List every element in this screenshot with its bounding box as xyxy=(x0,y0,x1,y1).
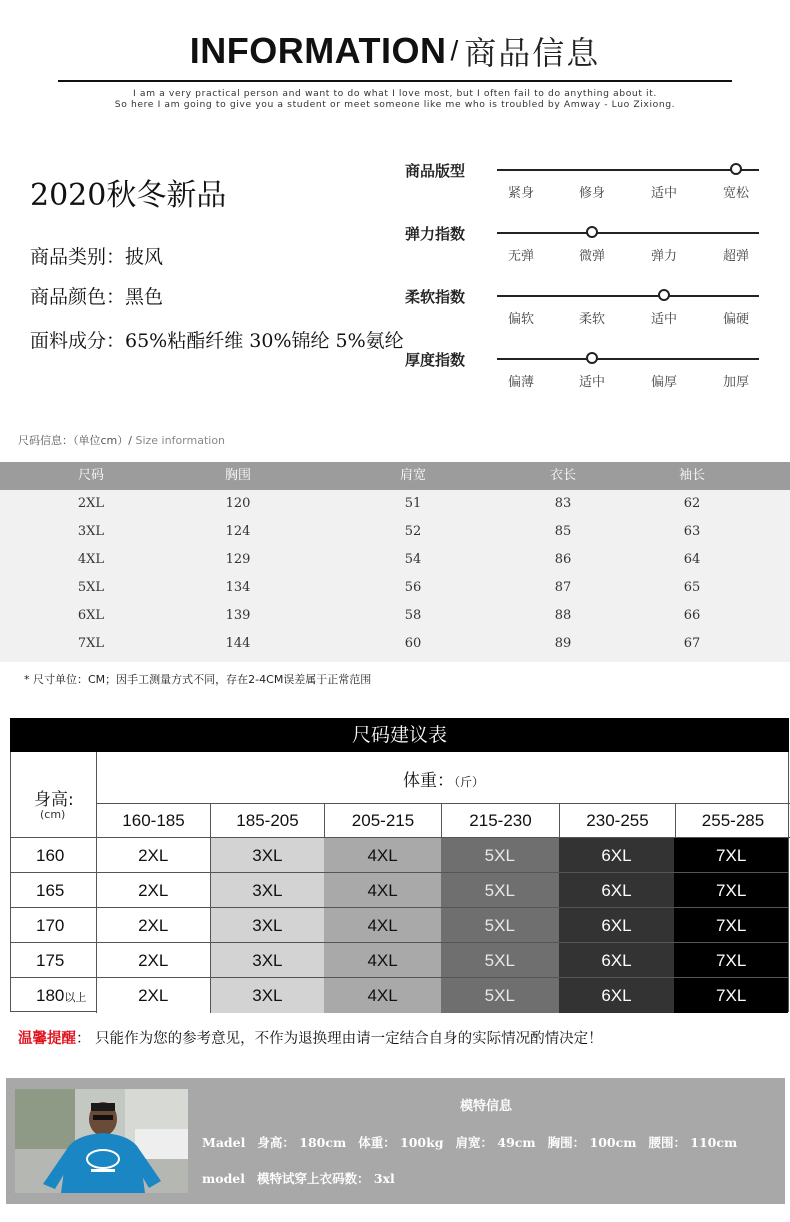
size-cell: 134 xyxy=(225,580,251,595)
size-row xyxy=(0,602,790,630)
size-caption xyxy=(18,432,225,448)
index-marker xyxy=(586,352,598,364)
recommend-size-cell: 7XL xyxy=(674,943,788,977)
size-cell: 60 xyxy=(404,636,422,651)
recommend-size-cell: 6XL xyxy=(559,838,675,872)
warm-tip-text: 只能作为您的参考意见，不作为退换理由请一定结合自身的实际情况酌情决定！ xyxy=(95,1031,603,1047)
size-cell: 66 xyxy=(683,608,701,623)
weight-range: 230-255 xyxy=(560,804,676,837)
header-divider xyxy=(58,80,732,82)
size-cell: 63 xyxy=(683,524,701,539)
index-option: 加厚 xyxy=(722,375,749,390)
recommend-size-cell: 2XL xyxy=(97,838,211,872)
recommend-table xyxy=(10,752,789,1012)
size-note: * 尺寸单位：CM；因手工测量方式不同，存在2-4CM误差属于正常范围 xyxy=(24,673,372,686)
recommend-size-cell: 5XL xyxy=(441,838,559,872)
height-value: 180 xyxy=(36,986,65,1005)
size-row xyxy=(0,490,790,518)
size-cell: 144 xyxy=(225,636,251,651)
height-cell xyxy=(11,838,97,872)
size-cell: 4XL xyxy=(77,552,105,567)
recommend-rows xyxy=(11,838,788,1013)
index-track xyxy=(497,295,759,297)
size-header-cell: 衣长 xyxy=(549,468,576,483)
recommend-size-cell: 3XL xyxy=(211,838,325,872)
height-cell xyxy=(11,943,97,977)
index-scale xyxy=(405,160,765,210)
recommend-row xyxy=(11,873,788,908)
recommend-size-cell: 4XL xyxy=(324,838,441,872)
recommend-size-cell: 2XL xyxy=(97,943,211,977)
recommend-size-cell: 7XL xyxy=(674,908,788,942)
size-cell: 7XL xyxy=(77,636,105,651)
size-cell: 86 xyxy=(554,552,572,567)
height-unit: (cm) xyxy=(40,808,66,821)
index-option: 适中 xyxy=(650,312,677,327)
index-track xyxy=(497,358,759,360)
height-value: 160 xyxy=(36,846,65,865)
index-scale xyxy=(405,223,765,273)
size-row xyxy=(0,630,790,662)
height-value: 165 xyxy=(36,881,65,900)
recommend-size-cell: 4XL xyxy=(324,908,441,942)
size-cell: 62 xyxy=(683,496,701,511)
size-cell: 83 xyxy=(554,496,572,511)
weight-range: 160-185 xyxy=(97,804,211,837)
recommend-size-cell: 6XL xyxy=(559,908,675,942)
warm-tip-colon: ： xyxy=(76,1031,91,1047)
recommend-row xyxy=(11,943,788,978)
size-table xyxy=(0,462,790,662)
recommend-size-cell: 3XL xyxy=(211,908,325,942)
index-option: 柔软 xyxy=(578,312,605,327)
model-line2-item: model xyxy=(202,1171,246,1186)
size-cell: 51 xyxy=(404,496,422,511)
size-cell: 52 xyxy=(404,524,422,539)
recommend-size-cell: 6XL xyxy=(559,978,675,1013)
recommend-size-cell: 2XL xyxy=(97,908,211,942)
size-cell: 2XL xyxy=(77,496,105,511)
index-track xyxy=(497,232,759,234)
recommend-size-cell: 5XL xyxy=(441,908,559,942)
product-fabric: 面料成分：65%粘酯纤维 30%锦纶 5%氨纶 xyxy=(30,330,404,352)
product-title: 2020秋冬新品 xyxy=(30,178,227,213)
header-title-en: INFORMATION xyxy=(189,30,447,71)
recommend-size-cell: 3XL xyxy=(211,943,325,977)
warm-tip xyxy=(18,1027,603,1048)
index-option: 宽松 xyxy=(722,186,749,201)
model-height: 身高： 180cm xyxy=(257,1135,347,1150)
recommend-size-cell: 5XL xyxy=(441,873,559,907)
size-cell: 124 xyxy=(225,524,251,539)
index-scale xyxy=(405,286,765,336)
product-color: 商品颜色：黑色 xyxy=(30,286,164,308)
model-title: 模特信息 xyxy=(459,1099,512,1114)
size-cell: 3XL xyxy=(77,524,105,539)
height-value: 170 xyxy=(36,916,65,935)
recommend-row xyxy=(11,838,788,873)
model-line1-item: Madel xyxy=(202,1135,246,1150)
height-header xyxy=(11,752,97,838)
height-cell xyxy=(11,873,97,907)
recommend-size-cell: 2XL xyxy=(97,873,211,907)
index-option: 无弹 xyxy=(507,249,534,264)
weight-unit: （斤） xyxy=(453,775,484,789)
size-header-cell: 胸围 xyxy=(224,468,251,483)
header-slash: / xyxy=(450,35,459,66)
weight-header xyxy=(97,752,790,804)
size-cell: 54 xyxy=(404,552,422,567)
recommend-size-cell: 5XL xyxy=(441,943,559,977)
model-chest: 胸围： 100cm xyxy=(547,1135,637,1150)
index-option: 适中 xyxy=(578,375,605,390)
size-cell: 67 xyxy=(683,636,701,651)
size-cell: 58 xyxy=(404,608,422,623)
model-shoulder: 肩宽： 49cm xyxy=(455,1135,536,1150)
size-cell: 56 xyxy=(404,580,422,595)
size-caption-en: Size information xyxy=(131,434,226,447)
model-line-1 xyxy=(202,1133,749,1151)
index-label: 弹力指数 xyxy=(405,225,466,243)
index-marker xyxy=(658,289,670,301)
size-cell: 65 xyxy=(683,580,701,595)
recommend-size-cell: 7XL xyxy=(674,838,788,872)
recommend-size-cell: 7XL xyxy=(674,978,788,1013)
model-photo xyxy=(15,1089,188,1193)
model-photo-illustration xyxy=(15,1089,188,1193)
index-scale xyxy=(405,349,765,399)
height-label: 身高: xyxy=(34,790,74,810)
recommend-size-cell: 7XL xyxy=(674,873,788,907)
recommend-size-cell: 4XL xyxy=(324,978,441,1013)
index-option: 偏厚 xyxy=(650,375,677,390)
index-option: 微弹 xyxy=(578,249,605,264)
recommend-size-cell: 6XL xyxy=(559,943,675,977)
model-weight: 体重： 100kg xyxy=(358,1135,444,1150)
height-value: 175 xyxy=(36,951,65,970)
warm-tip-label: 温馨提醒 xyxy=(18,1031,76,1047)
product-category: 商品类别：披风 xyxy=(30,246,164,268)
size-cell: 120 xyxy=(225,496,251,511)
index-option: 修身 xyxy=(578,186,605,201)
size-row xyxy=(0,574,790,602)
index-label: 柔软指数 xyxy=(405,288,466,306)
index-option: 弹力 xyxy=(650,249,677,264)
size-caption-cn: 尺码信息：（单位cm）/ xyxy=(18,434,132,447)
index-option: 适中 xyxy=(650,186,677,201)
recommend-size-cell: 4XL xyxy=(324,943,441,977)
recommend-size-cell: 6XL xyxy=(559,873,675,907)
index-label: 商品版型 xyxy=(405,162,466,180)
header-subtitle-line-2: So here I am going to give you a student or meet someone like me who is troubled by Amway - Luo Zixiong. xyxy=(114,99,676,110)
size-header-row xyxy=(0,462,790,490)
height-cell xyxy=(11,978,97,1013)
header-title-cn: 商品信息 xyxy=(464,34,601,72)
size-cell: 88 xyxy=(554,608,572,623)
index-option: 偏硬 xyxy=(722,312,749,327)
model-info xyxy=(6,1078,785,1204)
size-header-cell: 肩宽 xyxy=(399,468,426,483)
recommend-row xyxy=(11,908,788,943)
height-cell xyxy=(11,908,97,942)
size-cell: 64 xyxy=(683,552,701,567)
recommend-size-cell: 3XL xyxy=(211,873,325,907)
weight-range: 215-230 xyxy=(442,804,560,837)
index-marker xyxy=(730,163,742,175)
recommend-size-cell: 4XL xyxy=(324,873,441,907)
model-size: 模特试穿上衣码数： 3xl xyxy=(257,1171,395,1186)
recommend-title: 尺码建议表 xyxy=(10,718,789,752)
index-option: 偏薄 xyxy=(507,375,534,390)
recommend-row xyxy=(11,978,788,1013)
size-row xyxy=(0,546,790,574)
size-cell: 5XL xyxy=(77,580,105,595)
index-track xyxy=(497,169,759,171)
recommend-size-cell: 2XL xyxy=(97,978,211,1013)
model-line-2 xyxy=(202,1169,407,1187)
header-subtitle xyxy=(0,88,790,110)
weight-label: 体重： xyxy=(402,771,454,791)
index-option: 紧身 xyxy=(507,186,534,201)
size-cell: 139 xyxy=(225,608,251,623)
weight-range: 255-285 xyxy=(701,811,765,830)
size-cell: 85 xyxy=(554,524,572,539)
header-subtitle-line-1: I am a very practical person and want to do what I love most, but I often fail to do anything about it. xyxy=(133,88,657,99)
size-cell: 89 xyxy=(554,636,572,651)
size-cell: 6XL xyxy=(77,608,105,623)
index-label: 厚度指数 xyxy=(405,351,466,369)
size-row xyxy=(0,518,790,546)
weight-range: 205-215 xyxy=(325,804,442,837)
weight-ranges xyxy=(97,804,790,838)
recommend-size-cell: 3XL xyxy=(211,978,325,1013)
model-waist: 腰围： 110cm xyxy=(648,1135,738,1150)
size-cell: 87 xyxy=(554,580,572,595)
index-option: 偏软 xyxy=(507,312,534,327)
index-marker xyxy=(586,226,598,238)
height-suffix: 以上 xyxy=(64,991,87,1004)
page-header xyxy=(0,28,790,74)
index-option: 超弹 xyxy=(722,249,749,264)
size-header-cell: 尺码 xyxy=(77,468,104,483)
size-cell: 129 xyxy=(225,552,251,567)
size-header-cell: 袖长 xyxy=(678,468,705,483)
recommend-size-cell: 5XL xyxy=(441,978,559,1013)
weight-range: 185-205 xyxy=(211,804,325,837)
